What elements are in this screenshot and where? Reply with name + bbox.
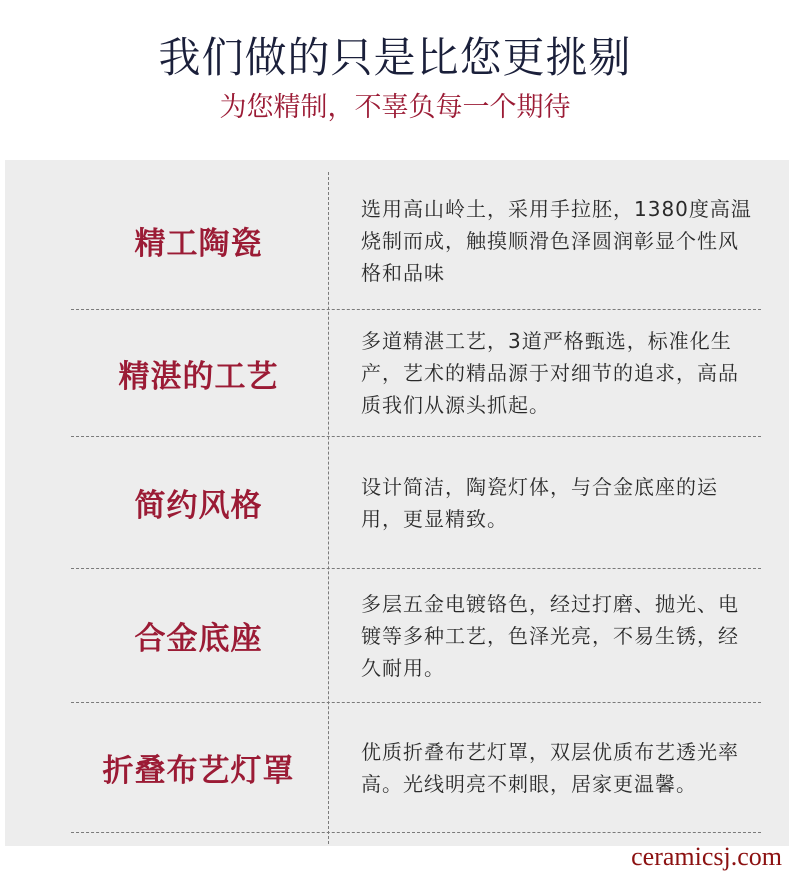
feature-panel	[5, 160, 789, 846]
feature-description: 多层五金电镀铬色，经过打磨、抛光、电镀等多种工艺，色泽光亮，不易生锈，经久耐用。	[361, 591, 739, 680]
feature-row-lampshade	[71, 703, 761, 833]
feature-title: 简约风格	[134, 488, 263, 524]
feature-row-base	[71, 569, 761, 703]
feature-row-ceramic	[71, 172, 761, 310]
feature-title: 折叠布艺灯罩	[102, 753, 295, 789]
feature-row-style	[71, 437, 761, 569]
feature-title: 精工陶瓷	[134, 226, 263, 262]
page-subtitle: 为您精制，不辜负每一个期待	[219, 92, 571, 123]
site-watermark: ceramicsj.com	[631, 842, 782, 871]
page-title: 我们做的只是比您更挑剔	[158, 33, 632, 82]
feature-title: 合金底座	[134, 621, 263, 657]
feature-title: 精湛的工艺	[118, 358, 279, 395]
feature-description: 选用高山岭土，采用手拉胚，1380度高温烧制而成，触摸顺滑色泽圆润彰显个性风格和品味	[361, 196, 752, 285]
feature-description: 设计简洁，陶瓷灯体，与合金底座的运用，更显精致。	[361, 474, 718, 531]
page-header	[0, 0, 790, 160]
feature-row-craft	[71, 310, 761, 437]
feature-description: 优质折叠布艺灯罩，双层优质布艺透光率高。光线明亮不刺眼，居家更温馨。	[361, 739, 739, 796]
feature-description: 多道精湛工艺，3道严格甄选，标准化生产，艺术的精品源于对细节的追求，高品质我们从源头抓起。	[361, 329, 739, 417]
